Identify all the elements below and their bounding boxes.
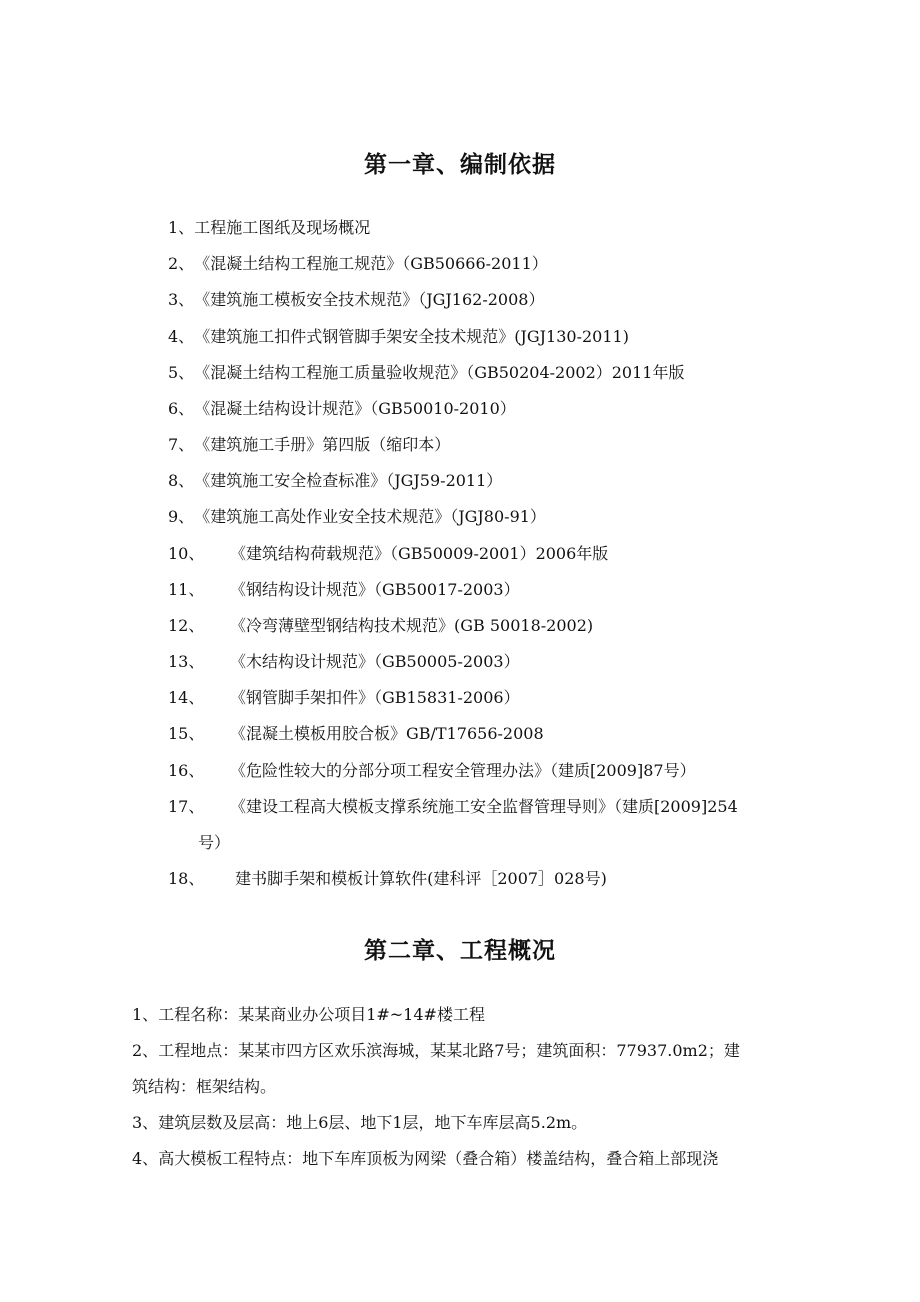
list-item: 2、工程地点：某某市四方区欢乐滨海城，某某北路7号；建筑面积：77937.0m2；建	[132, 1041, 740, 1060]
list-item: 10、 《建筑结构荷载规范》（GB50009-2001）2006年版	[168, 544, 609, 563]
list-item: 17、 《建设工程高大模板支撑系统施工安全监督管理导则》（建质[2009]254	[168, 797, 738, 816]
list-item: 3、《建筑施工模板安全技术规范》（JGJ162-2008）	[168, 290, 545, 309]
list-item: 13、 《木结构设计规范》（GB50005-2003）	[168, 652, 520, 671]
list-item: 15、 《混凝土模板用胶合板》GB/T17656-2008	[168, 724, 544, 743]
list-item-continuation: 筑结构：框架结构。	[132, 1077, 277, 1096]
list-item: 12、 《冷弯薄壁型钢结构技术规范》(GB 50018-2002)	[168, 616, 594, 635]
list-item: 7、《建筑施工手册》第四版（缩印本）	[168, 435, 451, 454]
list-item: 4、《建筑施工扣件式钢管脚手架安全技术规范》(JGJ130-2011)	[168, 327, 629, 346]
list-item: 5、《混凝土结构工程施工质量验收规范》（GB50204-2002）2011年版	[168, 363, 685, 382]
list-item: 16、 《危险性较大的分部分项工程安全管理办法》（建质[2009]87号）	[168, 761, 696, 780]
chapter-2-title: 第二章、工程概况	[364, 938, 556, 964]
list-item: 11、 《钢结构设计规范》（GB50017-2003）	[168, 580, 520, 599]
list-item: 14、 《钢管脚手架扣件》（GB15831-2006）	[168, 688, 520, 707]
list-item: 4、高大模板工程特点：地下车库顶板为网梁（叠合箱）楼盖结构，叠合箱上部现浇	[132, 1149, 719, 1168]
list-item: 8、《建筑施工安全检查标准》（JGJ59-2011）	[168, 471, 503, 490]
list-item: 3、建筑层数及层高：地上6层、地下1层，地下车库层高5.2m。	[132, 1113, 588, 1132]
list-item-continuation: 号）	[198, 833, 231, 852]
list-item: 2、《混凝土结构工程施工规范》（GB50666-2011）	[168, 254, 548, 273]
list-item: 18、 建书脚手架和模板计算软件(建科评［2007］028号)	[168, 869, 607, 888]
list-item: 9、《建筑施工高处作业安全技术规范》（JGJ80-91）	[168, 507, 546, 526]
list-item: 1、工程施工图纸及现场概况	[168, 218, 371, 237]
chapter-1-title: 第一章、编制依据	[364, 152, 556, 178]
list-item: 6、《混凝土结构设计规范》（GB50010-2010）	[168, 399, 516, 418]
list-item: 1、工程名称：某某商业办公项目1#~14#楼工程	[132, 1005, 485, 1024]
